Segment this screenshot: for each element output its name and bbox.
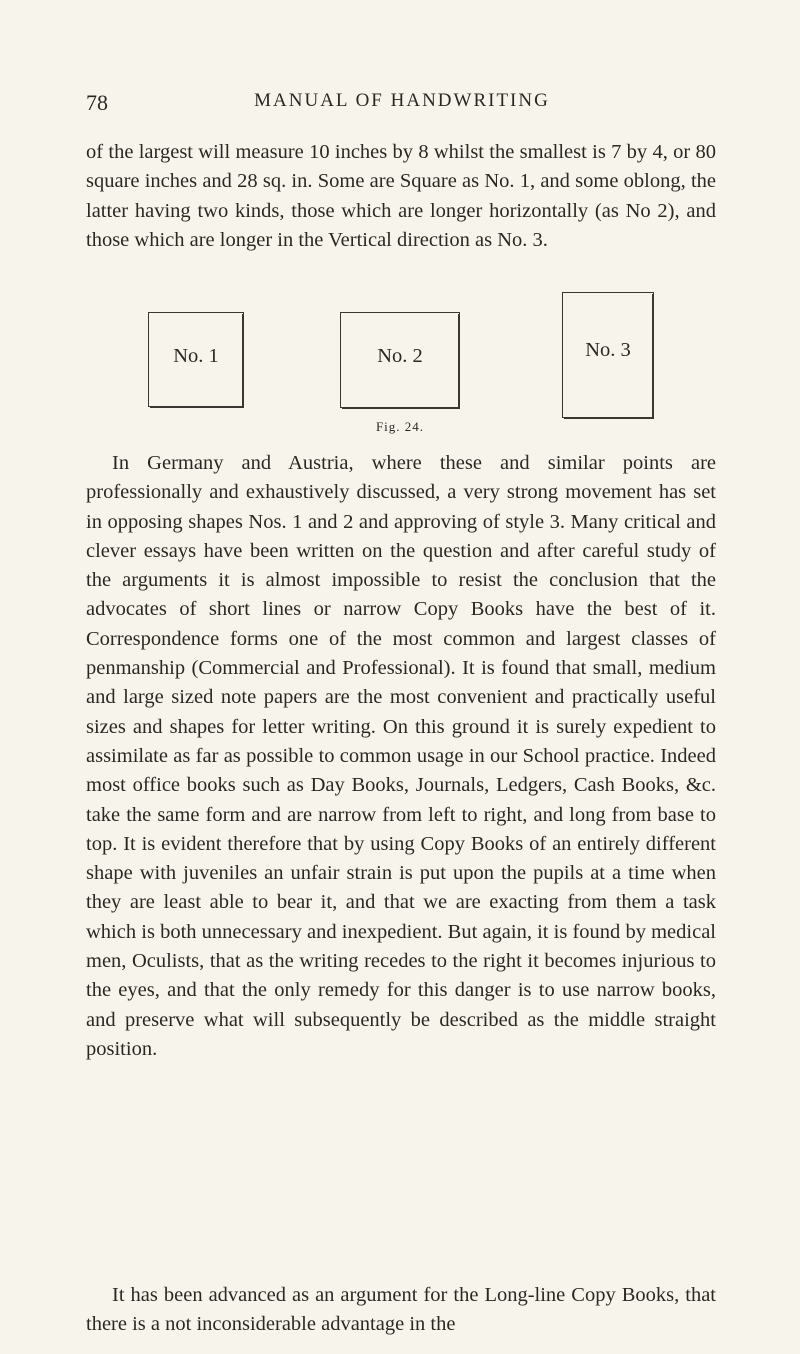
figure-caption: Fig. 24. (375, 419, 425, 434)
square-copybook-box (148, 312, 244, 407)
box1-label: No. 1 (173, 345, 219, 367)
box2-shadow-bottom (342, 407, 460, 409)
horizontal-copybook-box (340, 312, 460, 408)
box3-label: No. 3 (585, 339, 631, 361)
paragraph-2-text: In Germany and Austria, where these and similar points are professionally and exhaustively discussed, a very strong movement has set in opposing shapes Nos. 1 and 2 and approving of style 3. Many critical and clever essays have been written on the question and after careful study of the arguments it is almost impossible to resist the conclusion that the advocates of short lines or narrow Copy Books have the best of it. Correspondence forms one of the most common and largest classes of penmanship (Commercial and Professional). It is found that small, medium and large sized note papers are the most convenient and practically useful sizes and shapes for letter writing. On this ground it is surely expedient to assimilate as far as possible to common usage in our School practice. Indeed most office books such as Day Books, Journals, Ledgers, Cash Books, &c. take the same form and are narrow from left to right, and long from base to top. It is evident therefore that by using Copy Books of an entirely different shape with juveniles an unfair strain is put upon the pupils at a time when they are least able to bear it, and that we are exacting from them a task which is both unnecessary and inexpedient. But again, it is found by medical men, Oculists, that as the writing recedes to the right it becomes injurious to the eyes, and that the only remedy for this danger is to use narrow books, and preserve what will subsequently be described as the middle straight position. (86, 452, 716, 1060)
page-header (86, 90, 718, 122)
box1-shadow-bottom (150, 406, 244, 408)
box2-label: No. 2 (377, 345, 423, 367)
box1-shadow-right (242, 314, 244, 408)
paragraph-1: of the largest will measure 10 inches by 8 whilst the smallest is 7 by 4, or 80 square inches and 28 sq. in. Some are Square as No. 1, and some oblong, the latter having two kinds, those which are longer horizontally (as No 2), and those which are longer in the Vertical direction as No. 3. (86, 141, 716, 251)
running-head: MANUAL OF HANDWRITING (254, 90, 550, 111)
box3-shadow-bottom (564, 417, 654, 419)
page-number: 78 (86, 90, 108, 115)
paragraph-2 (86, 449, 716, 1064)
box2-shadow-right (458, 314, 460, 409)
box3-shadow-right (652, 294, 654, 418)
vertical-copybook-box (562, 292, 654, 418)
paragraph-3-text: It has been advanced as an argument for the Long-line Copy Books, that there is a not inconsiderable advantage in the (86, 1284, 716, 1336)
paragraph-3 (86, 1281, 716, 1340)
